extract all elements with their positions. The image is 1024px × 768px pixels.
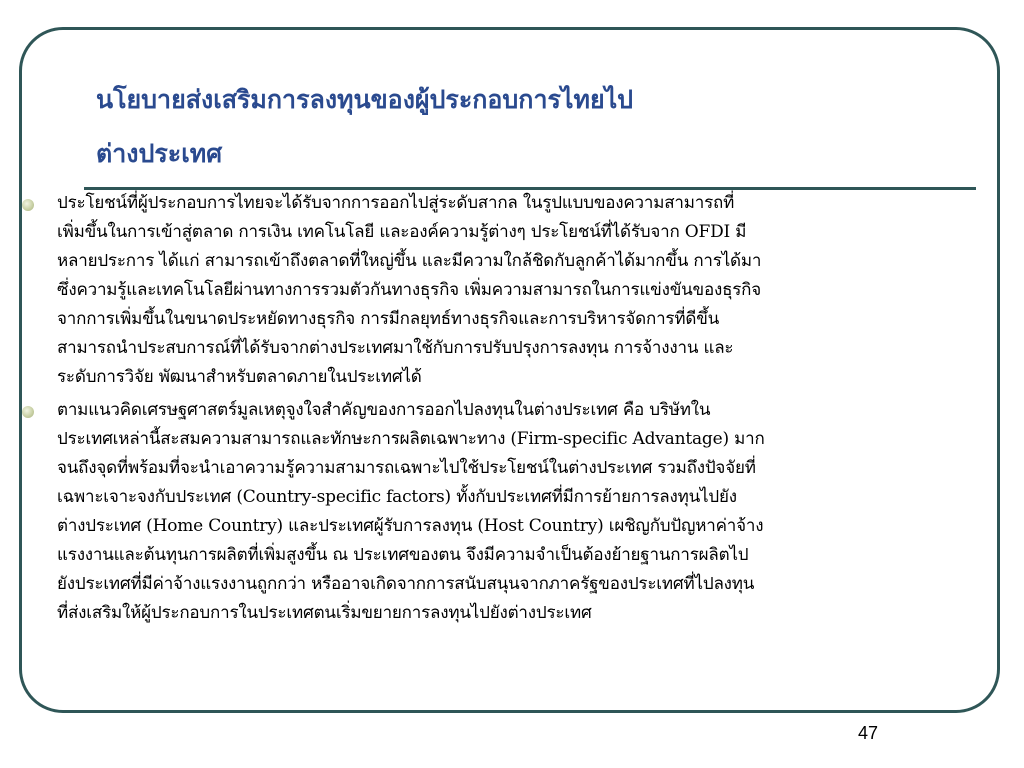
bullet-item-2 xyxy=(22,396,992,628)
slide-body xyxy=(22,189,992,632)
text-line: ต่างประเทศ (Home Country) และประเทศผู้รับการลงทุน (Host Country) เผชิญกับปัญหาค่าจ้าง xyxy=(57,516,764,536)
text-line: ประโยชน์ที่ผู้ประกอบการไทยจะได้รับจากการออกไปสู่ระดับสากล ในรูปแบบของความสามารถที่ xyxy=(57,193,735,213)
text-line: จนถึงจุดที่พร้อมที่จะนำเอาความรู้ความสามารถเฉพาะไปใช้ประโยชน์ในต่างประเทศ รวมถึงปัจจัยที่ xyxy=(57,458,756,478)
bullet-text xyxy=(57,396,992,628)
text-line: แรงงานและต้นทุนการผลิตที่เพิ่มสูงขึ้น ณ ประเทศของตน จึงมีความจำเป็นต้องย้ายฐานการผลิตไป xyxy=(57,545,749,565)
text-line: เฉพาะเจาะจงกับประเทศ (Country-specific factors) ทั้งกับประเทศที่มีการย้ายการลงทุนไปยัง xyxy=(57,487,737,507)
text-line: ที่ส่งเสริมให้ผู้ประกอบการในประเทศตนเริ่มขยายการลงทุนไปยังต่างประเทศ xyxy=(57,603,592,623)
text-line: ยังประเทศที่มีค่าจ้างแรงงานถูกกว่า หรืออาจเกิดจากการสนับสนุนจากภาครัฐของประเทศที่ไปลงทุน xyxy=(57,574,755,594)
text-line: หลายประการ ได้แก่ สามารถเข้าถึงตลาดที่ใหญ่ขึ้น และมีความใกล้ชิดกับลูกค้าได้มากขึ้น การได้มา xyxy=(57,251,762,271)
page-number: 47 xyxy=(857,723,878,743)
text-line: ระดับการวิจัย พัฒนาสำหรับตลาดภายในประเทศได้ xyxy=(57,367,422,387)
slide-title-line-1: นโยบายส่งเสริมการลงทุนของผู้ประกอบการไทยไป xyxy=(96,85,634,114)
slide-title xyxy=(96,73,896,181)
slide-title-line-2: ต่างประเทศ xyxy=(96,139,223,168)
text-line: เพิ่มขึ้นในการเข้าสู่ตลาด การเงิน เทคโนโลยี และองค์ความรู้ต่างๆ ประโยชน์ที่ได้รับจาก OFDI มี xyxy=(57,222,747,242)
text-line: สามารถนำประสบการณ์ที่ได้รับจากต่างประเทศมาใช้กับการปรับปรุงการลงทุน การจ้างงาน และ xyxy=(57,338,734,358)
text-line: จากการเพิ่มขึ้นในขนาดประหยัดทางธุรกิจ การมีกลยุทธ์ทางธุรกิจและการบริหารจัดการที่ดีขึ้น xyxy=(57,309,720,329)
bullet-dot-icon xyxy=(22,406,34,418)
text-line: ตามแนวคิดเศรษฐศาสตร์มูลเหตุจูงใจสำคัญของการออกไปลงทุนในต่างประเทศ คือ บริษัทใน xyxy=(57,400,711,420)
bullet-item-1 xyxy=(22,189,992,392)
bullet-text xyxy=(57,189,992,392)
text-line: ประเทศเหล่านี้สะสมความสามารถและทักษะการผลิตเฉพาะทาง (Firm-specific Advantage) มาก xyxy=(57,429,765,449)
bullet-dot-icon xyxy=(22,199,34,211)
text-line: ซึ่งความรู้และเทคโนโลยีผ่านทางการรวมตัวกันทางธุรกิจ เพิ่มความสามารถในการแข่งขันของธุรกิจ xyxy=(57,280,762,300)
